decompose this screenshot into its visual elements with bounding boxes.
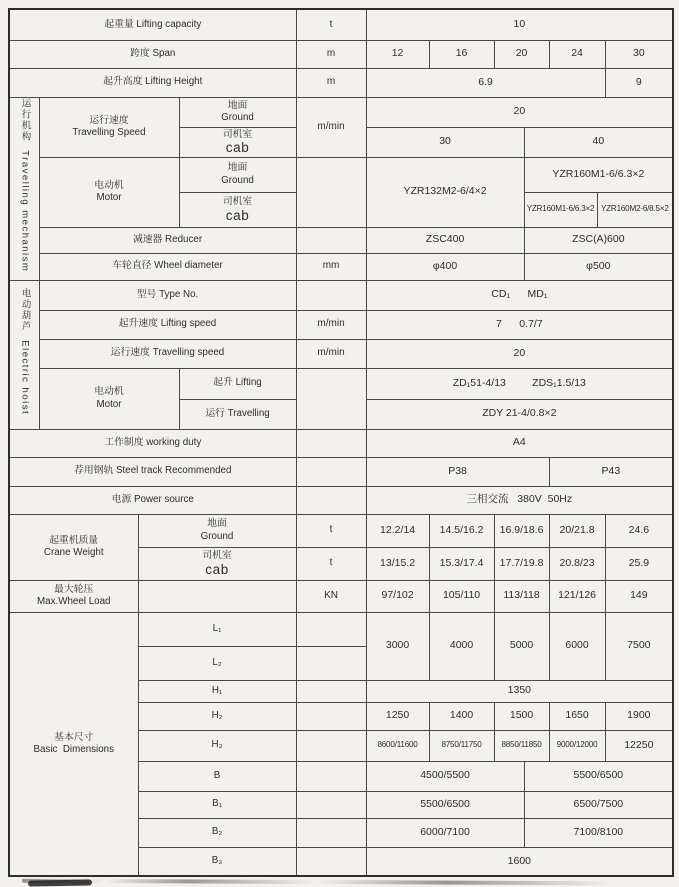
dim-l1-lab-1: L₁	[138, 612, 296, 646]
max-wheel-load-val-3: 97/102	[366, 580, 429, 612]
dim-l2-lab-0: L₂	[138, 646, 296, 680]
dim-b1-lab-0: B₁	[138, 791, 296, 818]
crane-weight-ground-lab-1: 地面 Ground	[138, 514, 296, 547]
dim-h3-lab-0: H₃	[138, 730, 296, 761]
dim-b3-lab-0: B₃	[138, 847, 296, 876]
table-row-lifting-capacity	[9, 9, 673, 40]
type-no-val-3: CD₁ MD₁	[366, 280, 673, 310]
type-no-label: 型号 Type No.	[39, 280, 296, 310]
lifting-height-unit: m	[296, 68, 366, 97]
crane-weight-ground-val-3: 12.2/14	[366, 514, 429, 547]
hoist-lifting-speed-unit-1: m/min	[296, 310, 366, 339]
table-row-hoist-motor-lifting	[9, 368, 673, 399]
section-travelling-mechanism-vertical-text: 运行机构 Travelling mechanism	[19, 98, 31, 273]
span-val-5: 24	[549, 40, 605, 68]
spec-sheet	[8, 8, 674, 877]
lifting-capacity-unit: t	[296, 9, 366, 40]
crane-weight-cab-lab-0: 司机室 cab	[138, 547, 296, 580]
max-wheel-load-val-4: 105/110	[429, 580, 494, 612]
dim-h2-val-3: 1400	[429, 702, 494, 730]
crane-weight-label: 起重机质量 Crane Weight	[9, 514, 138, 580]
travel-speed-cab-val-2: 40	[524, 127, 673, 157]
span-val-2: 12	[366, 40, 429, 68]
crane-weight-cab-val-2: 13/15.2	[366, 547, 429, 580]
dim-b1-val-2: 5500/6500	[366, 791, 524, 818]
span-label: 跨度 Span	[9, 40, 296, 68]
power-source-unit-1	[296, 486, 366, 514]
travelling-speed-label: 运行速度 Travelling Speed	[39, 97, 179, 157]
travel-motor-label: 电动机 Motor	[39, 157, 179, 227]
hoist-travel-speed-label: 运行速度 Travelling speed	[39, 339, 296, 368]
lifting-capacity-value: 10	[366, 9, 673, 40]
hoist-motor-travel-val-1: ZDY 21-4/0.8×2	[366, 399, 673, 429]
dim-b-unit-1	[296, 761, 366, 791]
travel-speed-cab-val-1: 30	[366, 127, 524, 157]
crane-weight-ground-val-6: 20/21.8	[549, 514, 605, 547]
travel-motor-cab-val-2: YZR160M2-6/8.5×2	[597, 192, 673, 227]
table-row-working-duty	[9, 429, 673, 457]
scan-smudge-blob	[28, 879, 92, 886]
table-row-reducer	[9, 227, 673, 253]
travel-motor-ground-unit-2	[296, 157, 366, 227]
section-travelling-mechanism	[9, 97, 39, 280]
steel-track-unit-1	[296, 457, 366, 486]
section-electric-hoist	[9, 280, 39, 429]
dim-h1-lab-0: H₁	[138, 680, 296, 702]
table-row-power-source	[9, 486, 673, 514]
crane-weight-ground-val-4: 14.5/16.2	[429, 514, 494, 547]
wheel-diameter-val-3: φ500	[524, 253, 673, 280]
travel-motor-ground-val-4: YZR160M1-6/6.3×2	[524, 157, 673, 192]
reducer-val-3: ZSC(A)600	[524, 227, 673, 253]
dim-l1-val-6: 6000	[549, 612, 605, 680]
reducer-unit-1	[296, 227, 366, 253]
wheel-diameter-unit-1: mm	[296, 253, 366, 280]
max-wheel-load-val-5: 113/118	[494, 580, 549, 612]
dim-h3-val-3: 8750/11750	[429, 730, 494, 761]
hoist-travel-speed-val-2: 20	[366, 339, 673, 368]
travel-motor-cab-val-1: YZR160M1-6/6.3×2	[524, 192, 597, 227]
table-row-hoist-lifting-speed	[9, 310, 673, 339]
working-duty-val-2: A4	[366, 429, 673, 457]
dim-b3-val-2: 1600	[366, 847, 673, 876]
crane-weight-cab-val-3: 15.3/17.4	[429, 547, 494, 580]
span-val-4: 20	[494, 40, 549, 68]
dim-h2-lab-0: H₂	[138, 702, 296, 730]
wheel-diameter-label: 车轮直径 Wheel diameter	[39, 253, 296, 280]
lifting-height-val-2: 6.9	[366, 68, 605, 97]
table-row-type-no	[9, 280, 673, 310]
span-unit: m	[296, 40, 366, 68]
travel-motor-cab-lab-0: 司机室 cab	[179, 192, 296, 227]
dim-h1-val-2: 1350	[366, 680, 673, 702]
dim-l1-unit-2	[296, 612, 366, 646]
type-no-unit-2	[296, 280, 366, 310]
table-row-max-wheel-load	[9, 580, 673, 612]
table-row-travel-motor-ground	[9, 157, 673, 192]
hoist-motor-travel-lab-0: 运行 Travelling	[179, 399, 296, 429]
power-source-val-2: 三相交流 380V 50Hz	[366, 486, 673, 514]
steel-track-val-3: P43	[549, 457, 673, 486]
steel-track-val-2: P38	[366, 457, 549, 486]
crane-weight-ground-val-7: 24.6	[605, 514, 673, 547]
scan-smudge-line	[22, 879, 612, 886]
dim-l1-val-7: 7500	[605, 612, 673, 680]
dim-b2-lab-0: B₂	[138, 818, 296, 847]
working-duty-unit-1	[296, 429, 366, 457]
span-val-6: 30	[605, 40, 673, 68]
lifting-capacity-label: 起重量 Lifting capacity	[9, 9, 296, 40]
table-row-wheel-diameter	[9, 253, 673, 280]
lifting-height-val-3: 9	[605, 68, 673, 97]
max-wheel-load-label: 最大轮压 Max.Wheel Load	[9, 580, 138, 612]
table-row-crane-weight-ground	[9, 514, 673, 547]
max-wheel-load-unit-2: KN	[296, 580, 366, 612]
travel-speed-ground-lab-2: 地面 Ground	[179, 97, 296, 127]
dim-h2-unit-1	[296, 702, 366, 730]
hoist-lifting-speed-val-2: 7 0.7/7	[366, 310, 673, 339]
dim-b1-unit-1	[296, 791, 366, 818]
crane-weight-cab-val-4: 17.7/19.8	[494, 547, 549, 580]
dim-h3-val-5: 9000/12000	[549, 730, 605, 761]
hoist-motor-label: 电动机 Motor	[39, 368, 179, 429]
power-source-label: 电源 Power source	[9, 486, 296, 514]
reducer-val-2: ZSC400	[366, 227, 524, 253]
section-electric-hoist-vertical-text: 电动葫芦 Electric hoist	[19, 287, 31, 416]
dim-l1-val-5: 5000	[494, 612, 549, 680]
dim-h3-val-4: 8850/11850	[494, 730, 549, 761]
max-wheel-load-val-7: 149	[605, 580, 673, 612]
dim-h3-unit-1	[296, 730, 366, 761]
dim-h1-unit-1	[296, 680, 366, 702]
dim-b-lab-0: B	[138, 761, 296, 791]
wheel-diameter-val-2: φ400	[366, 253, 524, 280]
dim-b2-unit-1	[296, 818, 366, 847]
table-row-lifting-height	[9, 68, 673, 97]
table-row-hoist-travel-speed	[9, 339, 673, 368]
hoist-lifting-speed-label: 起升速度 Lifting speed	[39, 310, 296, 339]
table-row-span	[9, 40, 673, 68]
table-row-dim-l1	[9, 612, 673, 646]
dim-l1-val-3: 3000	[366, 612, 429, 680]
dim-b3-unit-1	[296, 847, 366, 876]
spec-table	[8, 8, 674, 877]
dim-h2-val-5: 1650	[549, 702, 605, 730]
crane-weight-ground-val-5: 16.9/18.6	[494, 514, 549, 547]
dim-b-val-2: 4500/5500	[366, 761, 524, 791]
travel-speed-ground-val-4: 20	[366, 97, 673, 127]
table-row-steel-track	[9, 457, 673, 486]
crane-weight-cab-val-6: 25.9	[605, 547, 673, 580]
steel-track-label: 荐用钢轨 Steel track Recommended	[9, 457, 296, 486]
hoist-motor-lifting-lab-1: 起升 Lifting	[179, 368, 296, 399]
dim-h2-val-6: 1900	[605, 702, 673, 730]
travel-motor-ground-lab-1: 地面 Ground	[179, 157, 296, 192]
crane-weight-cab-val-5: 20.8/23	[549, 547, 605, 580]
basic-dimensions-label: 基本尺寸 Basic Dimensions	[9, 612, 138, 876]
dim-l1-val-4: 4000	[429, 612, 494, 680]
max-wheel-load-lab-1	[138, 580, 296, 612]
working-duty-label: 工作制度 working duty	[9, 429, 296, 457]
span-val-3: 16	[429, 40, 494, 68]
crane-weight-ground-unit-2: t	[296, 514, 366, 547]
crane-weight-cab-unit-1: t	[296, 547, 366, 580]
dim-b-val-3: 5500/6500	[524, 761, 673, 791]
travel-speed-cab-lab-0: 司机室 cab	[179, 127, 296, 157]
lifting-height-label: 起升高度 Lifting Height	[9, 68, 296, 97]
reducer-label: 减速器 Reducer	[39, 227, 296, 253]
dim-h2-val-4: 1500	[494, 702, 549, 730]
travel-speed-ground-unit-3: m/min	[296, 97, 366, 157]
dim-h2-val-2: 1250	[366, 702, 429, 730]
max-wheel-load-val-6: 121/126	[549, 580, 605, 612]
table-row-travel-speed-ground	[9, 97, 673, 127]
hoist-travel-speed-unit-1: m/min	[296, 339, 366, 368]
dim-l2-unit-1	[296, 646, 366, 680]
dim-h3-val-2: 8600/11600	[366, 730, 429, 761]
dim-b1-val-3: 6500/7500	[524, 791, 673, 818]
hoist-motor-lifting-unit-2	[296, 368, 366, 429]
hoist-motor-lifting-val-3: ZD₁51-4/13 ZDS₁1.5/13	[366, 368, 673, 399]
dim-h3-val-6: 12250	[605, 730, 673, 761]
dim-b2-val-2: 6000/7100	[366, 818, 524, 847]
travel-motor-ground-val-3: YZR132M2-6/4×2	[366, 157, 524, 227]
dim-b2-val-3: 7100/8100	[524, 818, 673, 847]
